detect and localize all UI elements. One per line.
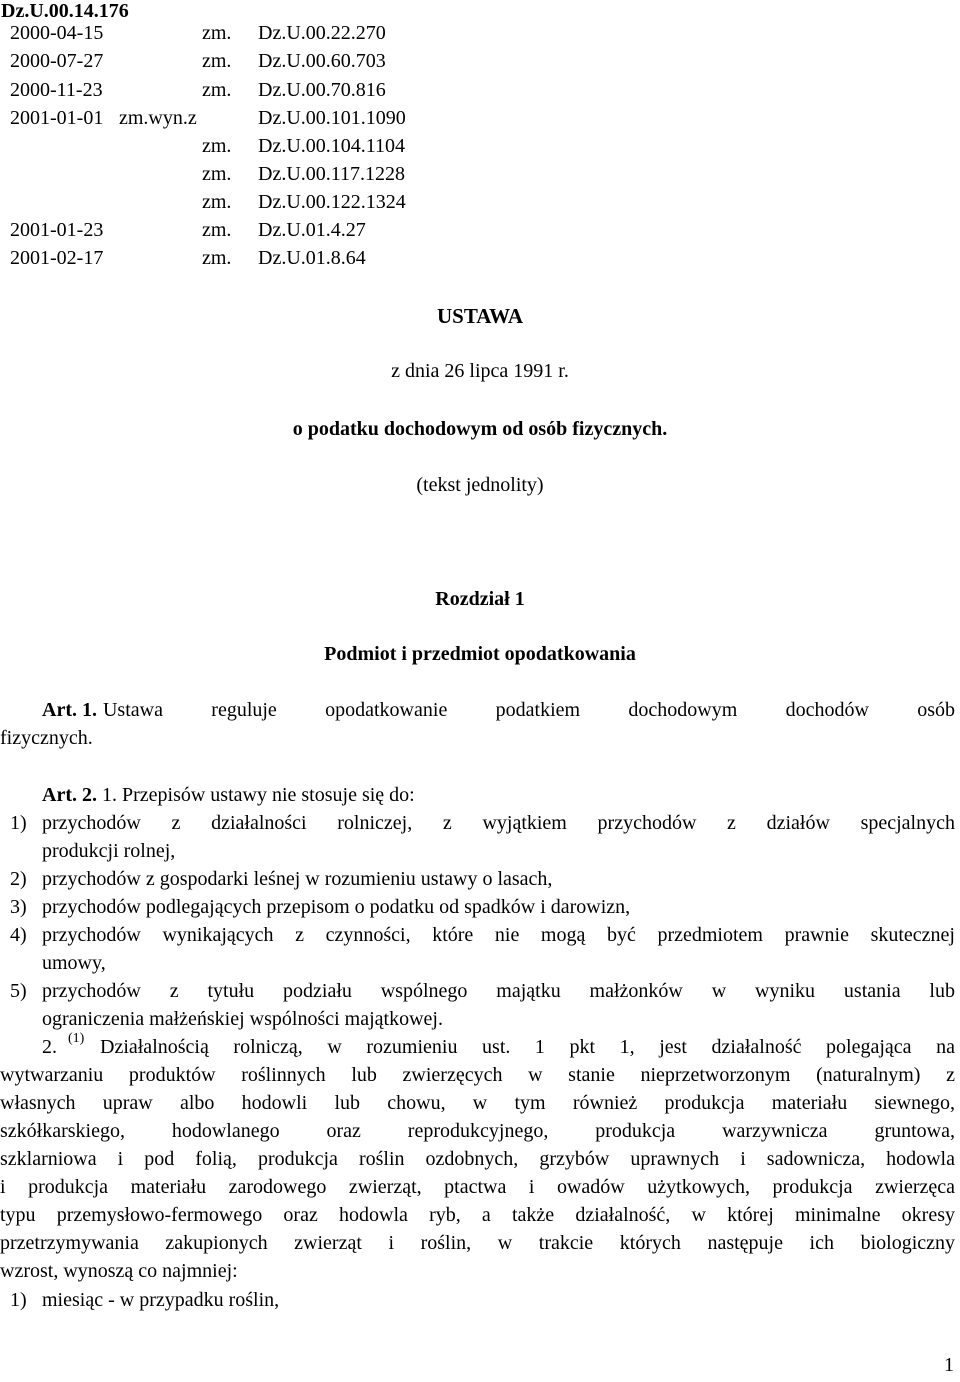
- para2-line: Działalnością rolniczą, w rozumieniu ust. 1 pkt 1, jest działalność polegająca na: [100, 1036, 955, 1058]
- act-title: USTAWA: [437, 304, 523, 328]
- list-item-text: przychodów podlegających przepisom o podatku od spadków i darowizn,: [42, 896, 631, 918]
- art1-line: [42, 699, 955, 722]
- list-item-text: miesiąc - w przypadku roślin,: [42, 1289, 280, 1311]
- art2-para1-intro: 1. Przepisów ustawy nie stosuje się do:: [101, 784, 415, 806]
- amendment-ref: Dz.U.00.117.1228: [258, 163, 406, 185]
- amendment-type: zm.: [202, 191, 232, 213]
- para2-footnote-ref: (1): [68, 1031, 85, 1046]
- chapter-number: Rozdział 1: [435, 588, 525, 610]
- list-item-continuation: ograniczenia małżeńskiej wspólności majątkowej.: [42, 1008, 443, 1030]
- list-item-number: 1): [10, 1289, 27, 1311]
- act-date: z dnia 26 lipca 1991 r.: [391, 360, 569, 382]
- art2-intro-line: [42, 784, 415, 807]
- list-item-text: przychodów z działalności rolniczej, z wyjątkiem przychodów z działów specjalnych: [42, 812, 955, 834]
- para2-line: szklarniowa i pod folią, produkcja roślin ozdobnych, grzybów uprawnych i sadownicza, hodowla: [0, 1148, 955, 1170]
- art1-text: Ustawa reguluje opodatkowanie podatkiem dochodowym dochodów osób: [102, 699, 955, 721]
- amendment-ref: Dz.U.01.8.64: [258, 247, 366, 269]
- list-item-number: 3): [10, 896, 27, 918]
- amendment-date: 2000-07-27: [10, 50, 104, 72]
- amendment-type: zm.: [202, 163, 232, 185]
- art2-label: Art. 2.: [42, 784, 97, 806]
- act-subject: o podatku dochodowym od osób fizycznych.: [292, 418, 668, 440]
- para2-number: 2.: [42, 1036, 57, 1058]
- amendment-date: 2000-11-23: [10, 79, 103, 101]
- amendment-type: zm.: [202, 79, 232, 101]
- amendment-date: 2000-04-15: [10, 22, 104, 44]
- amendment-ref: Dz.U.00.60.703: [258, 50, 386, 72]
- para2-line: typu przemysłowo-fermowego oraz hodowla ryb, a także działalność, w której minimalne okresy: [0, 1204, 955, 1226]
- list-item-number: 4): [10, 924, 27, 946]
- list-item-continuation: produkcji rolnej,: [42, 840, 176, 862]
- para2-line: i produkcja materiału zarodowego zwierząt, ptactwa i owadów użytkowych, produkcja zwierzęca: [0, 1176, 955, 1198]
- document-id: Dz.U.00.14.176: [1, 0, 129, 22]
- amendment-type: zm.: [202, 135, 232, 157]
- amendment-ref: Dz.U.01.4.27: [258, 219, 366, 241]
- chapter-name: Podmiot i przedmiot opodatkowania: [324, 643, 636, 665]
- amendment-ref: Dz.U.00.101.1090: [258, 107, 406, 129]
- art1-label: Art. 1.: [42, 699, 97, 721]
- page-number: 1: [944, 1354, 954, 1376]
- para2-line: własnych upraw albo hodowli lub chowu, w tym również produkcja materiału siewnego,: [0, 1092, 955, 1114]
- list-item-text: przychodów wynikających z czynności, które nie mogą być przedmiotem prawnie skutecznej: [42, 924, 955, 946]
- amendment-ref: Dz.U.00.122.1324: [258, 191, 406, 213]
- list-item-number: 5): [10, 980, 27, 1002]
- art1-continuation: fizycznych.: [0, 727, 93, 749]
- para2-line: przetrzymywania zakupionych zwierząt i roślin, w trakcie których następuje ich biologiczny: [0, 1232, 955, 1254]
- list-item-number: 2): [10, 868, 27, 890]
- amendment-type: zm.: [202, 247, 232, 269]
- amendment-type: zm.: [202, 50, 232, 72]
- para2-line: wytwarzaniu produktów roślinnych lub zwierzęcych w stanie nieprzetworzonym (naturalnym) z: [0, 1064, 955, 1086]
- amendment-ref: Dz.U.00.104.1104: [258, 135, 406, 157]
- amendment-type: zm.: [202, 22, 232, 44]
- list-item-continuation: umowy,: [42, 952, 106, 974]
- list-item-number: 1): [10, 812, 27, 834]
- amendment-date: 2001-01-23: [10, 219, 104, 241]
- para2-line: wzrost, wynoszą co najmniej:: [0, 1260, 238, 1282]
- amendment-ref: Dz.U.00.70.816: [258, 79, 386, 101]
- list-item-text: przychodów z tytułu podziału wspólnego majątku małżonków w wyniku ustania lub: [42, 980, 955, 1002]
- amendment-date: 2001-01-01: [10, 107, 104, 129]
- act-note: (tekst jednolity): [416, 474, 544, 496]
- amendment-date: 2001-02-17: [10, 247, 104, 269]
- amendment-type: zm.wyn.z: [119, 107, 197, 129]
- list-item-text: przychodów z gospodarki leśnej w rozumieniu ustawy o lasach,: [42, 868, 553, 890]
- amendment-ref: Dz.U.00.22.270: [258, 22, 386, 44]
- amendment-type: zm.: [202, 219, 232, 241]
- para2-line: szkółkarskiego, hodowlanego oraz reprodukcyjnego, produkcja warzywnicza gruntowa,: [0, 1120, 955, 1142]
